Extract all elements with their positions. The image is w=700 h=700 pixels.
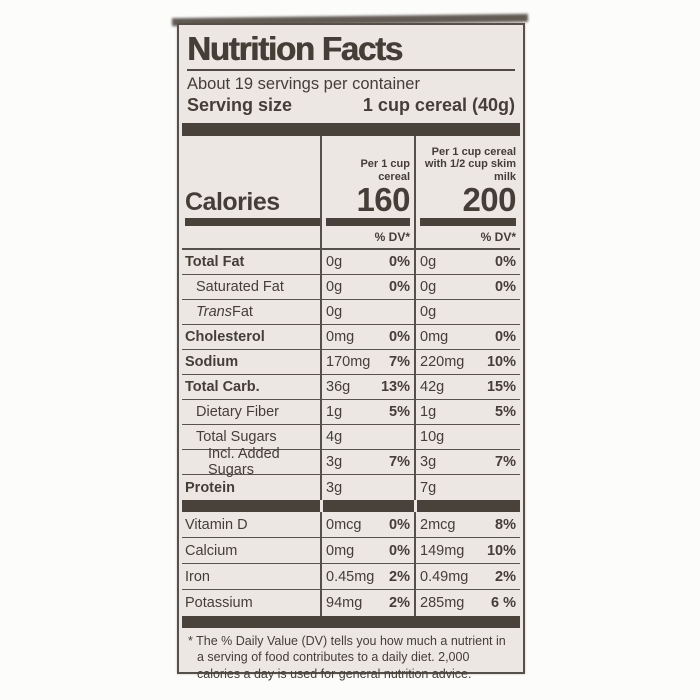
- dv-value: 5%: [389, 404, 410, 420]
- amount-value: 0mg: [326, 542, 355, 559]
- amount-value: 0g: [420, 304, 437, 320]
- amount-value: 42g: [420, 379, 445, 395]
- amount-value: 7g: [420, 479, 437, 496]
- amount-value: 3g: [326, 479, 343, 496]
- amount-value: 0g: [326, 254, 343, 270]
- milk-column-header-cell: [414, 136, 520, 248]
- nutrient-label: Iron: [182, 564, 320, 590]
- dv-value: 2%: [389, 568, 410, 585]
- dv-value: 7%: [389, 354, 410, 370]
- column-header-cereal: Per 1 cup cereal: [360, 158, 410, 184]
- nutrient-label: Sodium: [182, 350, 320, 375]
- nutrient-label: Dietary Fiber: [182, 400, 320, 425]
- amount-value: 0mg: [326, 329, 355, 345]
- calories-value-cereal: 160: [356, 180, 410, 218]
- label-title: Nutrition Facts: [187, 30, 402, 67]
- amount-value: 0g: [326, 304, 343, 320]
- dv-value: 6 %: [491, 595, 516, 611]
- column-header-milk-line2: with 1/2 cup skim milk: [424, 158, 516, 184]
- nutrient-label: Total Carb.: [182, 375, 320, 400]
- amount-value: 1g: [326, 404, 343, 420]
- amount-value: 3g: [420, 454, 437, 470]
- dv-value: 10%: [486, 542, 516, 559]
- nutrient-label: Total Fat: [182, 250, 320, 275]
- amount-value: 0.45mg: [326, 568, 375, 585]
- dv-value: 7%: [389, 454, 410, 470]
- table-row-saturated-fat: [182, 275, 520, 300]
- amount-value: 4g: [326, 429, 343, 445]
- amount-value: 149mg: [420, 542, 465, 559]
- amount-value: 2mcg: [420, 516, 456, 533]
- table-row-dietary-fiber: [182, 400, 520, 425]
- dv-spacer: [185, 226, 320, 248]
- nutrient-label: Saturated Fat: [182, 275, 320, 300]
- dv-value: 0%: [389, 516, 410, 533]
- vitamin-table: [182, 512, 520, 616]
- table-row-sodium: [182, 350, 520, 375]
- amount-value: 0g: [420, 279, 437, 295]
- amount-value: 3g: [326, 454, 343, 470]
- dv-value: 0%: [495, 254, 516, 270]
- amount-value: 0mcg: [326, 516, 362, 533]
- amount-value: 10g: [420, 429, 445, 445]
- dv-value: 13%: [380, 379, 410, 395]
- nutrient-label: Trans Fat: [182, 300, 320, 325]
- dv-header-cereal: % DV*: [374, 230, 410, 244]
- servings-per-container: About 19 servings per container: [187, 75, 420, 93]
- amount-value: 0g: [420, 254, 437, 270]
- calories-underbar: [420, 218, 516, 226]
- nutrient-label: Total Sugars: [182, 425, 320, 450]
- calories-value-milk: 200: [462, 180, 516, 218]
- column-header-milk-line1: Per 1 cup cereal: [431, 145, 516, 158]
- amount-value: 1g: [420, 404, 437, 420]
- dv-value: 8%: [495, 516, 516, 533]
- amount-value: 94mg: [326, 595, 363, 611]
- calories-header-block: [182, 136, 520, 248]
- amount-value: 285mg: [420, 595, 465, 611]
- amount-value: 170mg: [326, 354, 371, 370]
- calories-cell: [182, 136, 320, 248]
- dv-value: 2%: [495, 568, 516, 585]
- calories-underbar: [185, 218, 320, 226]
- dv-value: 0%: [389, 329, 410, 345]
- table-row-added-sugars: [182, 446, 520, 478]
- thick-divider-bottom: [182, 616, 520, 628]
- dv-header-milk: % DV*: [480, 230, 516, 244]
- table-row-total-carb: [182, 375, 520, 400]
- dv-value: 15%: [486, 379, 516, 395]
- calories-label: Calories: [185, 188, 280, 216]
- amount-value: 220mg: [420, 354, 465, 370]
- dv-value: 7%: [495, 454, 516, 470]
- amount-value: 36g: [326, 379, 351, 395]
- amount-value: 0g: [326, 279, 343, 295]
- dv-value: 2%: [389, 595, 410, 611]
- serving-size-label: Serving size: [187, 95, 293, 115]
- dv-value: 0%: [389, 254, 410, 270]
- table-row-total-fat: [182, 250, 520, 275]
- table-row-calcium: [182, 538, 520, 564]
- dv-value: 0%: [495, 329, 516, 345]
- nutrient-label: Vitamin D: [182, 512, 320, 538]
- table-row-potassium: [182, 590, 520, 616]
- dv-value: 0%: [495, 279, 516, 295]
- amount-value: 0.49mg: [420, 568, 469, 585]
- nutrient-label: Protein: [185, 479, 235, 496]
- table-row-vitamin-d: [182, 512, 520, 538]
- thick-divider-top: [182, 123, 520, 136]
- dv-value: 5%: [495, 404, 516, 420]
- table-row-protein: [182, 475, 520, 500]
- dv-value: 0%: [389, 542, 410, 559]
- table-row-iron: [182, 564, 520, 590]
- nutrition-facts-label: [177, 23, 525, 681]
- nutrient-label: Incl. Added Sugars: [182, 450, 320, 475]
- thick-divider-protein: [182, 500, 520, 512]
- table-row-trans-fat: [182, 300, 520, 325]
- dv-value: 10%: [486, 354, 516, 370]
- table-row-cholesterol: [182, 325, 520, 350]
- nutrient-label: Calcium: [182, 538, 320, 564]
- serving-size-row: [179, 94, 523, 123]
- dv-value: 0%: [389, 279, 410, 295]
- calories-underbar: [326, 218, 410, 226]
- amount-value: 0mg: [420, 329, 449, 345]
- nutrient-label: Cholesterol: [182, 325, 320, 350]
- serving-size-value: 1 cup cereal (40g): [362, 95, 515, 115]
- nutrient-label: Potassium: [185, 595, 253, 611]
- nutrient-table: [182, 248, 520, 500]
- footnote: * The % Daily Value (DV) tells you how much a nutrient in a serving of food contributes to a daily diet. 2,000 calories a day is used for general nutrition advice.: [188, 634, 506, 681]
- cereal-column-header-cell: [320, 136, 414, 248]
